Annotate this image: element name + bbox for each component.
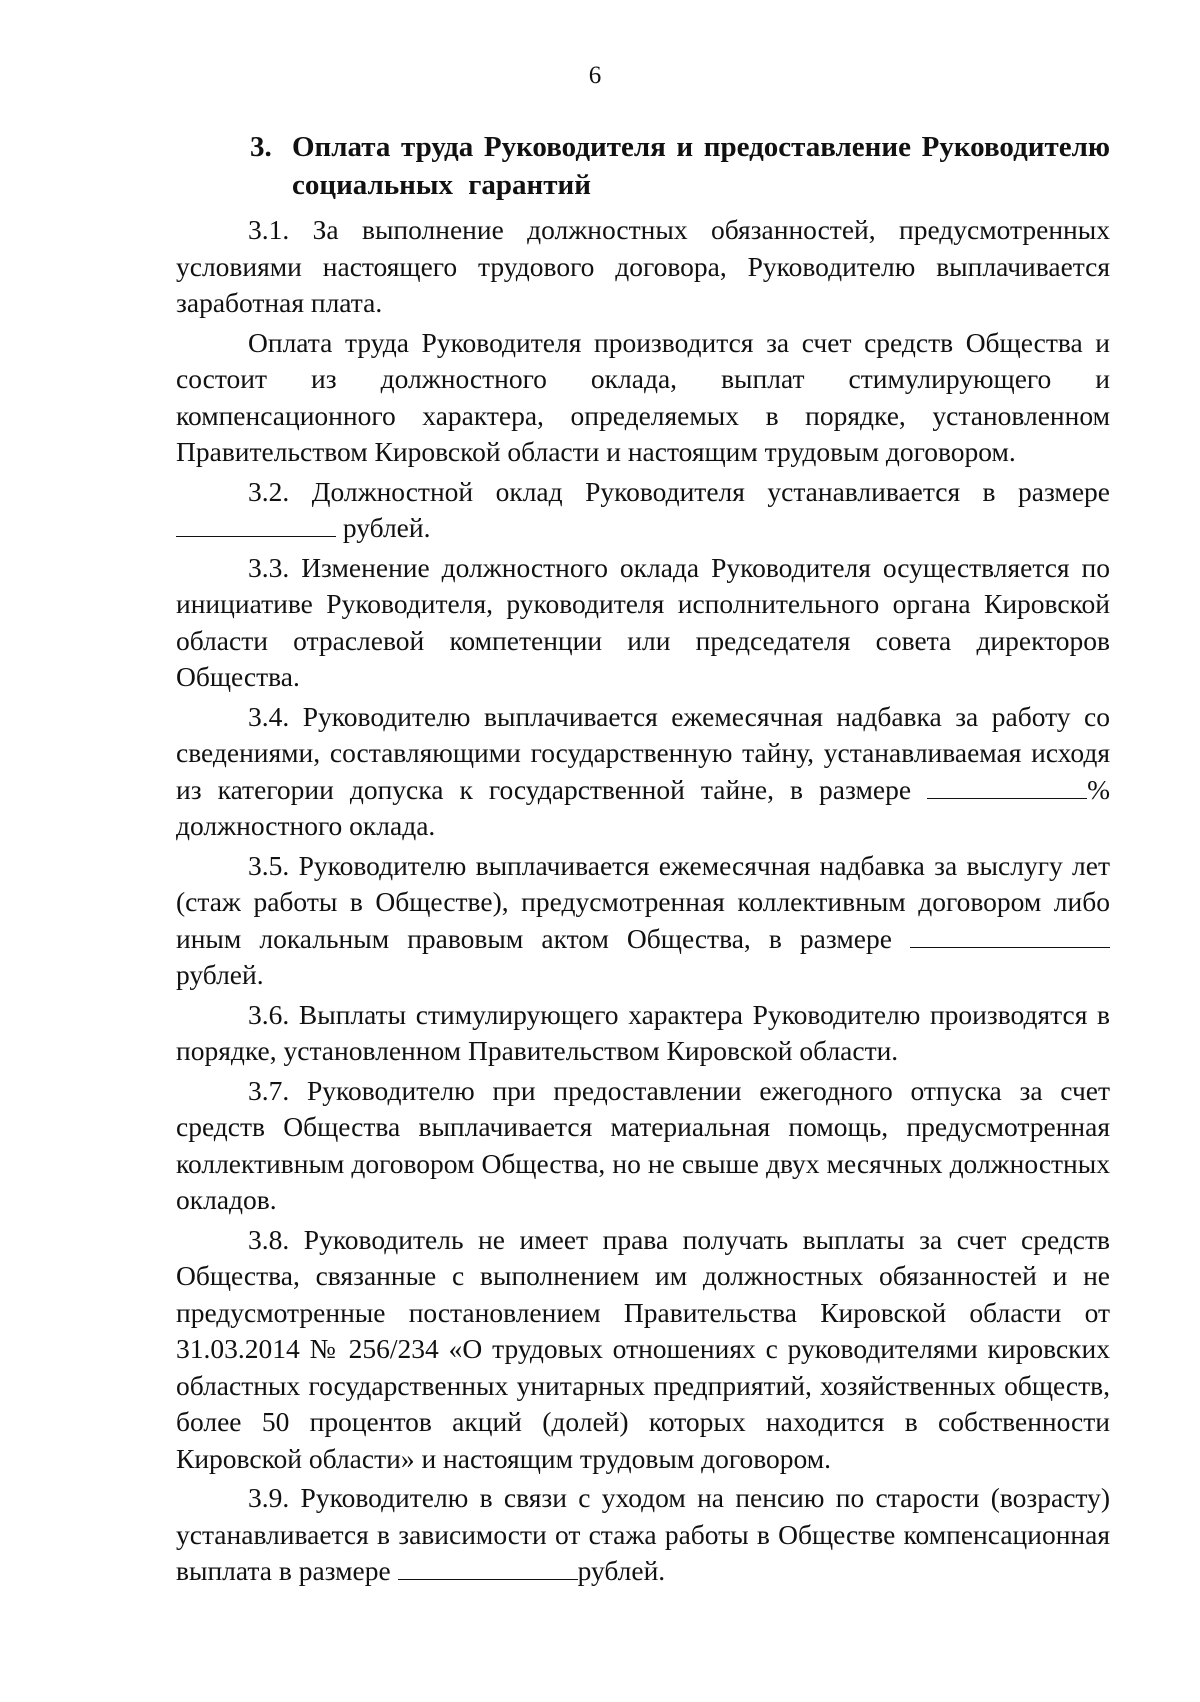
paragraph-3-1: 3.1. За выполнение должностных обязанностей, предусмотренных условиями настоящего трудового договора, Руководителю выплачивается заработная плата. xyxy=(176,214,1110,318)
paragraph-3-4 xyxy=(176,699,1110,845)
paragraph-3-1-payment: Оплата труда Руководителя производится за счет средств Общества и состоит из должностного оклада, выплат стимулирующего и компенсационного характера, определяемых в порядке, установленном Правительством Кировской области и настоящим трудовым договором. xyxy=(176,326,1110,467)
paragraph-3-6: 3.6. Выплаты стимулирующего характера Руководителю производятся в порядке, установленном Правительством Кировской области. xyxy=(176,998,1110,1066)
seniority-allowance-blank-field[interactable] xyxy=(910,925,1110,948)
paragraph-3-7: 3.7. Руководителю при предоставлении ежегодного отпуска за счет средств Общества выплачивается материальная помощь, предусмотренная коллективным договором Общества, но не свыше двух месячных должностных окладов. xyxy=(176,1074,1110,1215)
paragraph-3-9-text: 3.9. Руководителю в связи с уходом на пенсию по старости (возрасту) устанавливается в зависимости от стажа работы в Обществе компенсационная выплата в размере xyxy=(176,1482,1110,1586)
paragraph-3-8: 3.8. Руководитель не имеет права получать выплаты за счет средств Общества, связанные с выполнением им должностных обязанностей и не предусмотренные постановлением Правительства Кировской области от 31.03.2014 № 256/234 «О трудовых отношениях с руководителями кировских областных государственных унитарных предприятий, хозяйственных обществ, более 50 процентов акций (долей) которых находится в собственности Кировской области» и настоящим трудовым договором. xyxy=(176,1223,1110,1474)
retirement-payment-blank-field[interactable] xyxy=(398,1557,578,1580)
section-title-line1 xyxy=(250,128,1110,166)
paragraph-3-9-unit: рублей. xyxy=(577,1555,666,1586)
paragraph-3-4-text: 3.4. Руководителю выплачивается ежемесячная надбавка за работу со сведениями, составляющими государственную тайну, устанавливаемая исходя из категории допуска к государственной тайне, в размере xyxy=(176,700,1110,805)
secrecy-allowance-blank-field[interactable] xyxy=(927,776,1087,799)
paragraph-3-2-unit: рублей. xyxy=(342,512,431,543)
paragraph-3-2-text: 3.2. Должностной оклад Руководителя устанавливается в размере xyxy=(248,475,1110,507)
paragraph-3-3: 3.3. Изменение должностного оклада Руководителя осуществляется по инициативе Руководителя, руководителя исполнительного органа Кировской области отраслевой компетенции или председателя совета директоров Общества. xyxy=(176,551,1110,692)
paragraph-3-9 xyxy=(176,1480,1110,1590)
section-number: 3. xyxy=(250,131,272,163)
section-title-text-2: социальных гарантий xyxy=(292,169,591,201)
page-number: 6 xyxy=(588,62,602,89)
salary-blank-field[interactable] xyxy=(176,514,336,537)
paragraph-3-2 xyxy=(176,474,1110,547)
paragraph-3-4-percent: % xyxy=(1087,773,1110,805)
section-title xyxy=(250,128,1110,204)
section-title-text-1: Оплата труда Руководителя и предоставление Руководителю xyxy=(292,131,1110,163)
paragraph-3-5 xyxy=(176,848,1110,994)
paragraph-3-5-text: 3.5. Руководителю выплачивается ежемесячная надбавка за выслугу лет (стаж работы в Обществе), предусмотренная коллективным договором либо иным локальным правовым актом Общества, в размере xyxy=(176,849,1110,954)
document-body xyxy=(176,212,1110,1590)
paragraph-3-5-unit: рублей. xyxy=(176,959,264,990)
paragraph-3-4-tail: должностного оклада. xyxy=(176,810,436,841)
